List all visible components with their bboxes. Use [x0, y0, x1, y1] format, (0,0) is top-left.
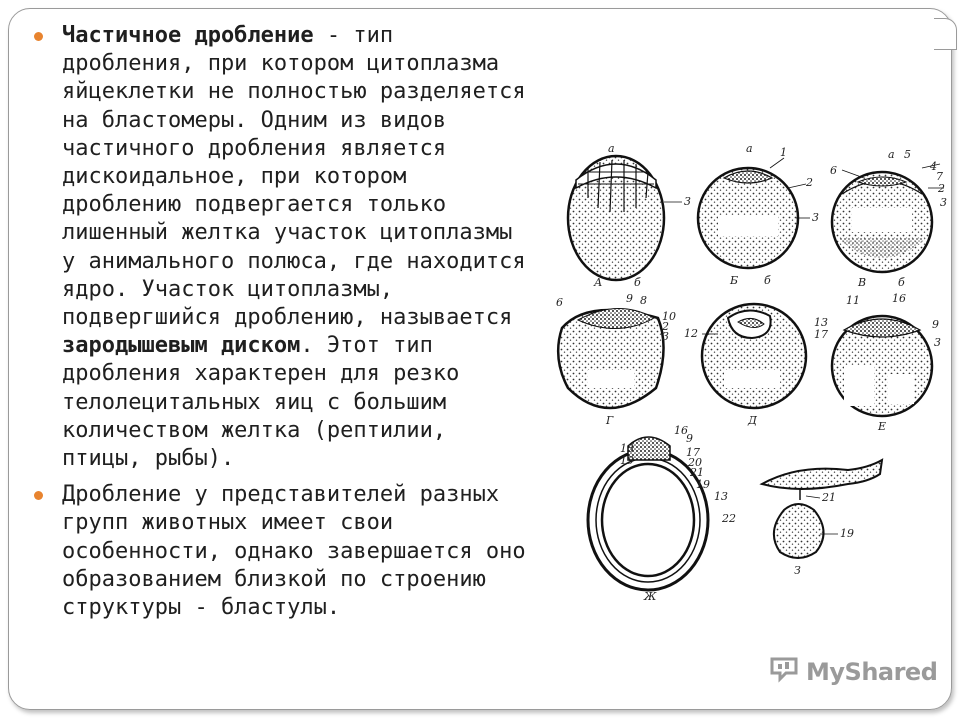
label-b-v: б: [898, 276, 905, 289]
label-22-zh: 22: [722, 512, 736, 525]
paragraph-text-a: - тип дробления, при котором цитоплазма яйцеклетки не полностью разделяется на бластомеры. Одним из видов частичного дробления является дискоидальное, при котором дроблению подвергается только лишенный желтка участок цитоплазмы у анимального полюса, где находится ядро. Участок цитоплазмы, подвергшийся дроблению, называется: [62, 23, 526, 331]
label-11-e: 11: [846, 294, 860, 307]
label-9-e: 9: [932, 318, 939, 331]
label-21-z: 21: [822, 491, 836, 504]
cleavage-illustration: [548, 138, 958, 608]
label-15-zh: 16: [674, 424, 688, 437]
panel-z-embryo: [762, 460, 882, 558]
watermark: [768, 655, 937, 689]
label-9-zh: 9: [686, 432, 693, 445]
label-a-top: а: [608, 142, 615, 155]
label-3-b: 3: [812, 211, 819, 224]
label-b-a: б: [634, 276, 641, 289]
label-16-zh: 17: [686, 446, 700, 459]
paragraph-partial-cleavage: [34, 22, 534, 473]
label-2-v: 2: [938, 182, 945, 195]
label-19-z: 19: [840, 527, 854, 540]
label-15-e: 16: [892, 292, 906, 305]
label-a-v: а: [888, 148, 895, 161]
paragraph-cleavage-groups: [34, 481, 534, 622]
panel-label-zh: Ж: [644, 590, 657, 603]
label-b-b: б: [764, 274, 771, 287]
cleavage-figure: [548, 138, 958, 608]
panel-g-egg: [558, 308, 663, 408]
label-13b-zh: 13: [714, 490, 728, 503]
label-7-v: 7: [936, 170, 943, 183]
label-2-g: 2: [662, 320, 669, 333]
panel-label-d: Д: [748, 414, 757, 427]
panel-e-egg: [832, 316, 932, 416]
panel-label-z: З: [794, 564, 801, 577]
label-9-g: 9: [626, 292, 633, 305]
shared-logo-icon: [768, 655, 800, 689]
label-3-e: 3: [934, 336, 941, 349]
label-10-g: 10: [662, 310, 676, 323]
panel-label-b: Б: [730, 274, 739, 287]
label-13-e: 13: [814, 316, 828, 329]
label-4-v: 4: [930, 160, 937, 173]
panel-label-g: Г: [606, 414, 614, 427]
label-a-b: а: [746, 142, 753, 155]
label-13-zh: 13: [620, 442, 634, 455]
term-partial-cleavage: Частичное дробление: [62, 23, 314, 48]
label-3-g: 3: [662, 330, 669, 343]
watermark-text: MyShared: [806, 658, 938, 686]
label-1-b: 1: [780, 146, 787, 159]
paragraph-text-b: . Этот тип дробления характерен для резко телолецитальных яиц с большим количеством желтка (рептилии, птицы, рыбы).: [62, 333, 460, 472]
bullet-icon: [34, 32, 43, 41]
panel-v-egg: [832, 164, 944, 272]
label-16-e: 17: [814, 328, 828, 341]
label-8-g: 8: [640, 294, 647, 307]
label-6-v: 6: [830, 164, 837, 177]
label-6-g: 6: [556, 296, 563, 309]
panel-d-egg: [702, 304, 806, 408]
panel-b-egg: [698, 158, 810, 268]
bullet-icon: [34, 491, 43, 500]
label-17-zh: 19: [620, 454, 634, 467]
label-21-zh: 21: [690, 466, 704, 479]
panel-label-v: В: [858, 276, 867, 289]
paragraph-text: Дробление у представителей разных групп животных имеет свои особенности, однако завершается оно образованием близкой по строению структуры - бластулы.: [62, 482, 526, 621]
label-5-v: 5: [904, 148, 911, 161]
panel-a-egg: [568, 156, 682, 280]
panel-label-e: Е: [878, 420, 887, 433]
term-germinal-disc: зародышевым диском: [62, 333, 301, 359]
slide-corner-tab: [934, 18, 957, 50]
label-2-b: 2: [806, 176, 813, 189]
label-20-zh: 20: [688, 456, 702, 469]
slide-text: [34, 22, 534, 630]
label-12-d: 12: [684, 327, 698, 340]
panel-label-a: А: [594, 276, 603, 289]
label-19-zh: 19: [696, 478, 710, 491]
label-3-v: 3: [940, 196, 947, 209]
label-3-a: 3: [684, 195, 691, 208]
